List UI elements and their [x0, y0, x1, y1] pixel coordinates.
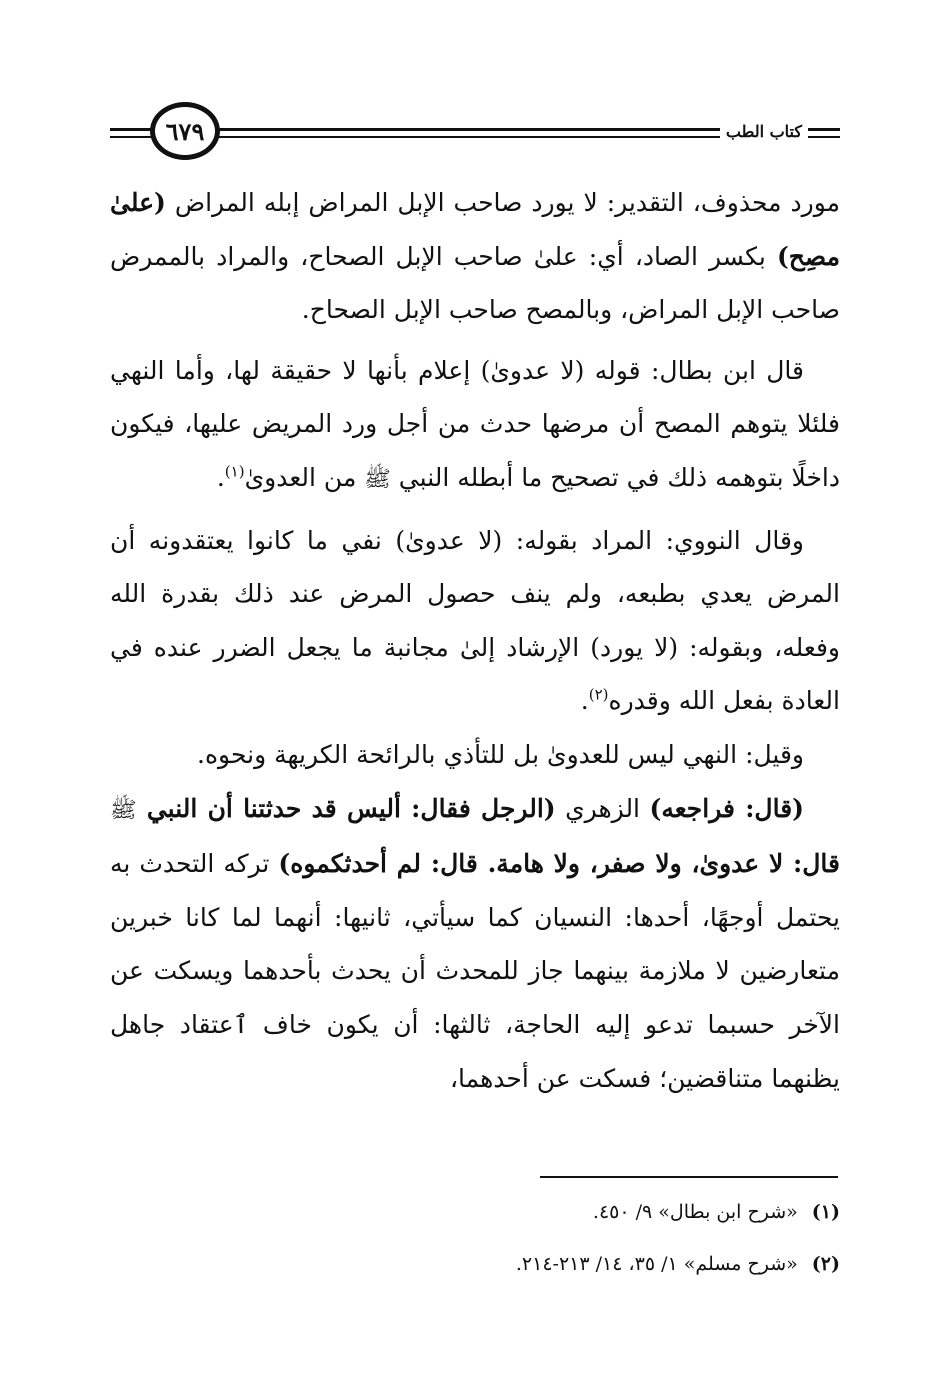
paragraph-3	[110, 514, 840, 728]
text-segment: الزهري	[555, 793, 650, 823]
footnote-ref-1[interactable]: (١)	[224, 462, 245, 481]
page-number: ٦٧٩	[150, 102, 220, 160]
footnote-number: (٢)	[811, 1253, 840, 1275]
footnote-1	[110, 1186, 840, 1238]
running-title: كتاب الطب	[720, 122, 808, 141]
footnote-ref-2[interactable]: (٢)	[588, 686, 609, 705]
footnote-number: (١)	[811, 1201, 840, 1223]
bold-quote: (الرجل فقال: أليس قد حدثتنا أن النبي	[136, 793, 556, 823]
bold-quote: قال: لا عدوىٰ، ولا صفر، ولا هامة. قال: لم أحدثكموه)	[278, 849, 840, 879]
main-text	[110, 176, 840, 1105]
text-segment: تركه التحدث به يحتمل أوجهًا، أحدها: النسيان كما سيأتي، ثانيها: أنهما لما كانا خبرين متعارضين لا ملازمة بينهما جاز للمحدث أن يحدث بأحدهما ويسكت عن الآخر حسبما تدعو إليه الحاجة، ثالثها: أن يكون خاف ٱعتقاد جاهل يظنهما متناقضين؛ فسكت عن أحدهما،	[110, 849, 840, 1093]
bold-quote: (قال: فراجعه)	[649, 793, 804, 823]
text-segment: مورد محذوف، التقدير: لا يورد صاحب الإبل المراض إبله المراض	[165, 188, 840, 217]
text-segment: .	[580, 686, 589, 716]
text-segment: وقيل: النهي ليس للعدوىٰ بل للتأذي بالرائحة الكريهة ونحوه.	[197, 739, 804, 769]
text-segment: بكسر الصاد، أي: علىٰ صاحب الإبل الصحاح، والمراد بالممرض صاحب الإبل المراض، وبالمصح صاحب الإبل الصحاح.	[110, 241, 840, 325]
salawat-glyph: ﷺ	[110, 797, 137, 823]
footnote-2	[110, 1238, 840, 1290]
footnotes	[110, 1186, 840, 1290]
bold-quote: (علىٰ مصِح)	[110, 188, 840, 271]
paragraph-4	[110, 728, 840, 782]
paragraph-5	[110, 782, 840, 1106]
text-segment: .	[216, 462, 225, 492]
paragraph-1	[110, 176, 840, 337]
footnote-separator	[540, 1176, 838, 1178]
text-segment: من العدوىٰ	[244, 462, 365, 492]
paragraph-2	[110, 344, 840, 507]
footnote-text: «شرح مسلم» ١/ ٣٥، ١٤/ ٢١٣-٢١٤.	[515, 1253, 798, 1275]
text-segment: وقال النووي: المراد بقوله: (لا عدوىٰ) نفي ما كانوا يعتقدونه أن المرض يعدي بطبعه، ولم ينف حصول المرض عند ذلك بقدرة الله وفعله، وبقوله: (لا يورد) الإرشاد إلىٰ مجانبة ما يجعل الضرر عنده في العادة بفعل الله وقدره	[110, 525, 840, 716]
page-header	[110, 100, 840, 170]
footnote-text: «شرح ابن بطال» ٩/ ٤٥٠.	[592, 1201, 798, 1223]
text-segment: قال ابن بطال: قوله (لا عدوىٰ) إعلام بأنها لا حقيقة لها، وأما النهي فلئلا يتوهم المصح أن مرضها حدث من أجل ورد المريض عليها، فيكون داخلًا بتوهمه ذلك في تصحيح ما أبطله النبي	[110, 355, 840, 492]
salawat-glyph: ﷺ	[364, 466, 391, 492]
